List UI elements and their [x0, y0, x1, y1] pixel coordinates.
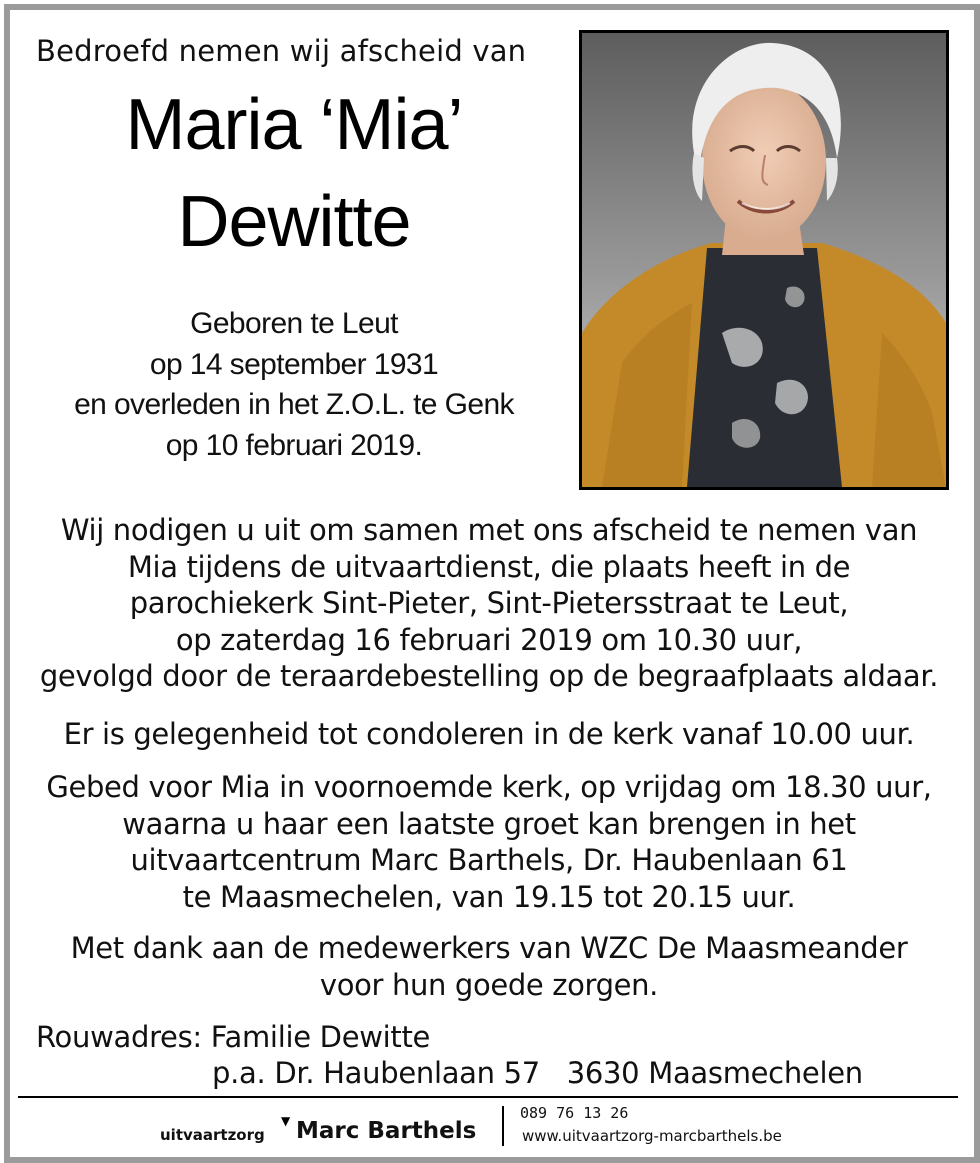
deceased-name-first: Maria ‘Mia’: [125, 85, 463, 165]
text-line: Mia tijdens de uitvaartdienst, die plaats heeft in de: [127, 549, 851, 584]
portrait-illustration: [582, 33, 946, 487]
text-line: uitvaartcentrum Marc Barthels, Dr. Haubenlaan 61: [130, 843, 848, 878]
funeral-home-footer: [0, 1100, 980, 1150]
triangle-icon: ▼: [281, 1114, 291, 1128]
service-paragraph: [20, 512, 958, 695]
prayer-paragraph: [20, 769, 958, 915]
text-line: op zaterdag 16 februari 2019 om 10.30 uur,: [175, 622, 803, 657]
birth-line: Geboren te Leut: [190, 307, 398, 340]
text-line: parochiekerk Sint-Pieter, Sint-Pietersstraat te Leut,: [129, 586, 849, 621]
text-line: Gebed voor Mia in voornoemde kerk, op vrijdag om 18.30 uur,: [46, 770, 932, 804]
birth-line: en overleden in het Z.O.L. te Genk: [74, 388, 514, 421]
thanks-paragraph: [20, 930, 958, 1003]
mourning-address-label: Rouwadres: Familie Dewitte: [36, 1020, 431, 1054]
text-line: Met dank aan de medewerkers van WZC De Maasmeander: [70, 931, 908, 965]
footer-brand: Marc Barthels: [296, 1118, 477, 1144]
text-line: Er is gelegenheid tot condoleren in de kerk vanaf 10.00 uur.: [63, 717, 915, 751]
text-line: te Maasmechelen, van 19.15 tot 20.15 uur.: [182, 879, 796, 914]
birth-death-info: [20, 304, 568, 466]
text-line: waarna u haar een laatste groet kan brengen in het: [122, 806, 856, 841]
birth-line: op 10 februari 2019.: [165, 428, 423, 462]
condolence-paragraph: [20, 716, 958, 753]
deceased-name-last: Dewitte: [177, 182, 411, 262]
portrait-photo: [579, 30, 949, 490]
footer-website: www.uitvaartzorg-marcbarthels.be: [522, 1127, 782, 1145]
text-line: Wij nodigen u uit om samen met ons afscheid te nemen van: [60, 513, 918, 547]
footer-divider: [18, 1096, 958, 1098]
footer-separator: [502, 1106, 504, 1146]
mourning-address-street: p.a. Dr. Haubenlaan 57 3630 Maasmechelen: [212, 1056, 863, 1090]
footer-prefix: uitvaartzorg: [160, 1126, 265, 1144]
text-line: gevolgd door de teraardebestelling op de begraafplaats aldaar.: [39, 659, 939, 694]
intro-text: Bedroefd nemen wij afscheid van: [36, 34, 527, 68]
birth-line: op 14 september 1931: [149, 347, 439, 381]
text-line: voor hun goede zorgen.: [319, 967, 659, 1002]
footer-phone: 089 76 13 26: [520, 1104, 629, 1122]
